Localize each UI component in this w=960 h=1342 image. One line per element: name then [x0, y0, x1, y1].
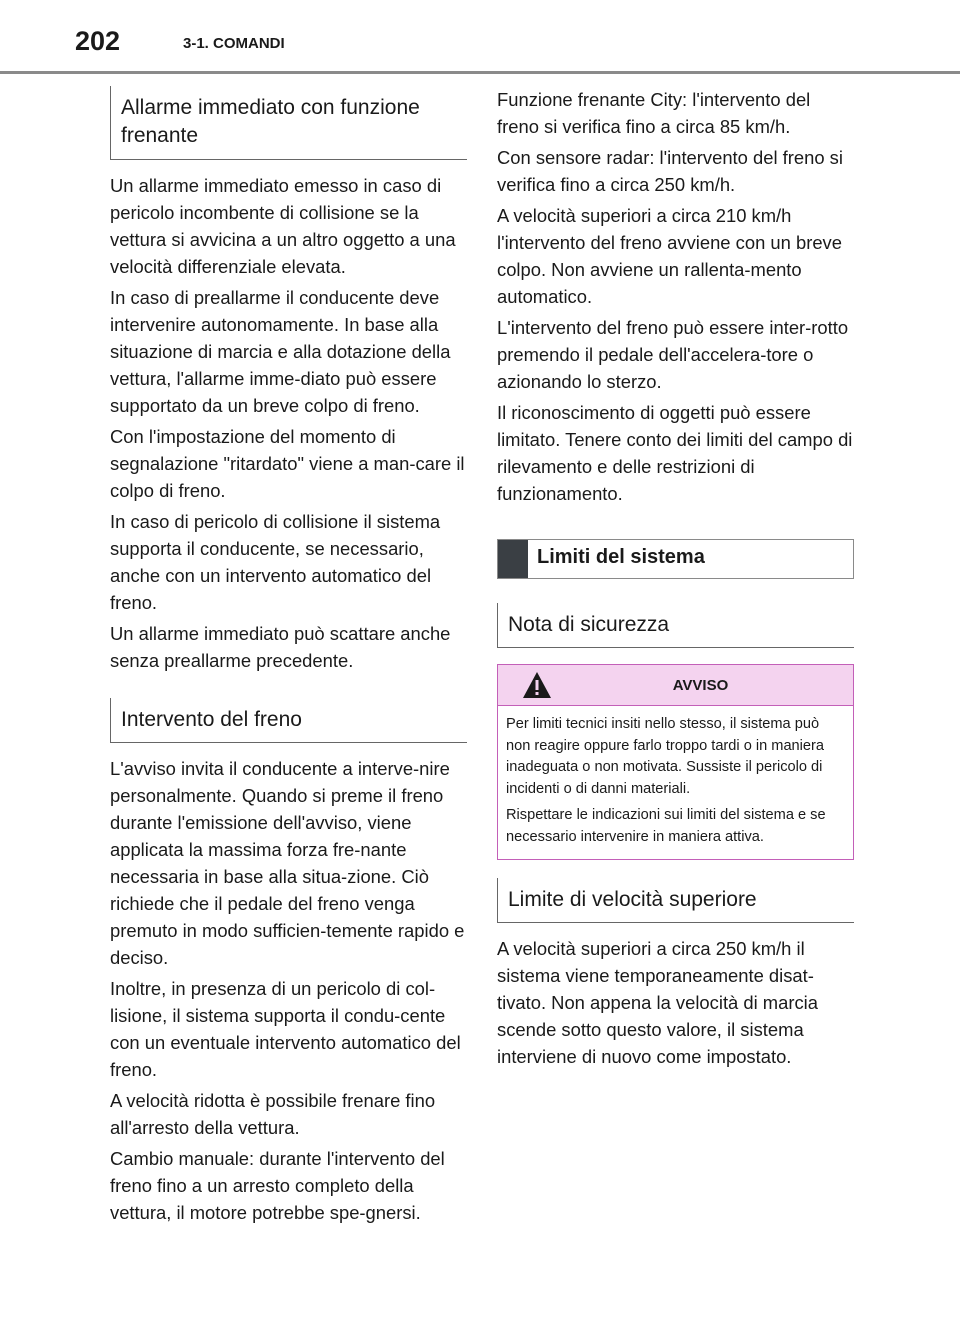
paragraph: Il riconoscimento di oggetti può essere limitato. Tenere conto dei limiti del campo di rilevamento e delle restrizioni di funzionamento. — [497, 402, 853, 504]
paragraph: Un allarme immediato può scattare anche senza preallarme precedente. — [110, 623, 451, 671]
warning-paragraph: Rispettare le indicazioni sui limiti del sistema e se necessario intervenire in maniera attiva. — [506, 807, 826, 845]
warning-paragraph: Per limiti tecnici insiti nello stesso, il sistema può non reagire oppure farlo troppo tardi o in maniera inadeguata o non motivata. Sussiste il pericolo di incidenti o di danni materiali. — [506, 716, 825, 797]
left-column — [110, 86, 467, 1230]
heading-bar — [498, 540, 528, 578]
subheading-speed-limit: Limite di velocità superiore — [497, 878, 854, 923]
right-column — [497, 86, 854, 1074]
paragraph: In caso di preallarme il conducente deve intervenire autonomamente. In base alla situazione di marcia e alla dotazione della vettura, l'allarme imme-diato può essere supportato da un breve colpo di freno. — [110, 287, 451, 416]
page-header — [0, 0, 960, 74]
paragraph: Con sensore radar: l'intervento del freno si verifica fino a circa 250 km/h. — [497, 147, 843, 195]
paragraph: A velocità superiori a circa 210 km/h l'intervento del freno avviene con un breve colpo. Non avviene un rallenta-mento automatico. — [497, 205, 842, 307]
warning-box — [497, 664, 854, 860]
header-rule — [0, 71, 960, 74]
paragraph: Un allarme immediato emesso in caso di pericolo incombente di collisione se la vettura si avvicina a un altro oggetto a una velocità differenziale elevata. — [110, 175, 456, 277]
warning-body — [498, 706, 853, 859]
subheading-safety-note: Nota di sicurezza — [497, 603, 854, 648]
warning-header — [498, 665, 853, 706]
paragraph: A velocità ridotta è possibile frenare fino all'arresto della vettura. — [110, 1090, 436, 1138]
major-heading-system-limits — [497, 539, 854, 579]
page-number: 202 — [75, 26, 121, 56]
paragraph: Inoltre, in presenza di un pericolo di col-lisione, il sistema supporta il condu-cente con un eventuale intervento automatico del freno. — [110, 978, 461, 1080]
paragraph: In caso di pericolo di collisione il sistema supporta il conducente, se necessario, anche con un intervento automatico del freno. — [110, 511, 441, 613]
paragraph: Cambio manuale: durante l'intervento del freno fino a un arresto completo della vettura, il motore potrebbe spe-gnersi. — [110, 1148, 445, 1223]
subheading-immediate-alarm: Allarme immediato con funzione frenante — [110, 86, 467, 160]
warning-triangle-icon — [522, 671, 552, 699]
paragraph: L'intervento del freno può essere inter-rotto premendo il pedale dell'accelera-tore o azionando lo sterzo. — [497, 317, 849, 392]
section-title: 3-1. COMANDI — [183, 35, 285, 52]
paragraph: Funzione frenante City: l'intervento del freno si verifica fino a circa 85 km/h. — [497, 89, 811, 137]
paragraph: A velocità superiori a circa 250 km/h il sistema viene temporaneamente disat-tivato. Non appena la velocità di marcia scende sotto questo valore, il sistema interviene di nuovo come impostato. — [497, 938, 818, 1067]
paragraph: L'avviso invita il conducente a interve-nire personalmente. Quando si preme il freno durante l'emissione dell'avviso, viene applicata la massima forza fre-nante necessaria in base alla situa-zione. Ciò richiede che il pedale del freno venga premuto in modo sufficien-temente rapido e deciso. — [110, 758, 465, 968]
subheading-brake-intervention: Intervento del freno — [110, 698, 467, 743]
major-heading-label: Limiti del sistema — [537, 546, 705, 568]
warning-title: AVVISO — [672, 676, 729, 694]
paragraph: Con l'impostazione del momento di segnalazione "ritardato" viene a man-care il colpo di freno. — [110, 426, 465, 501]
